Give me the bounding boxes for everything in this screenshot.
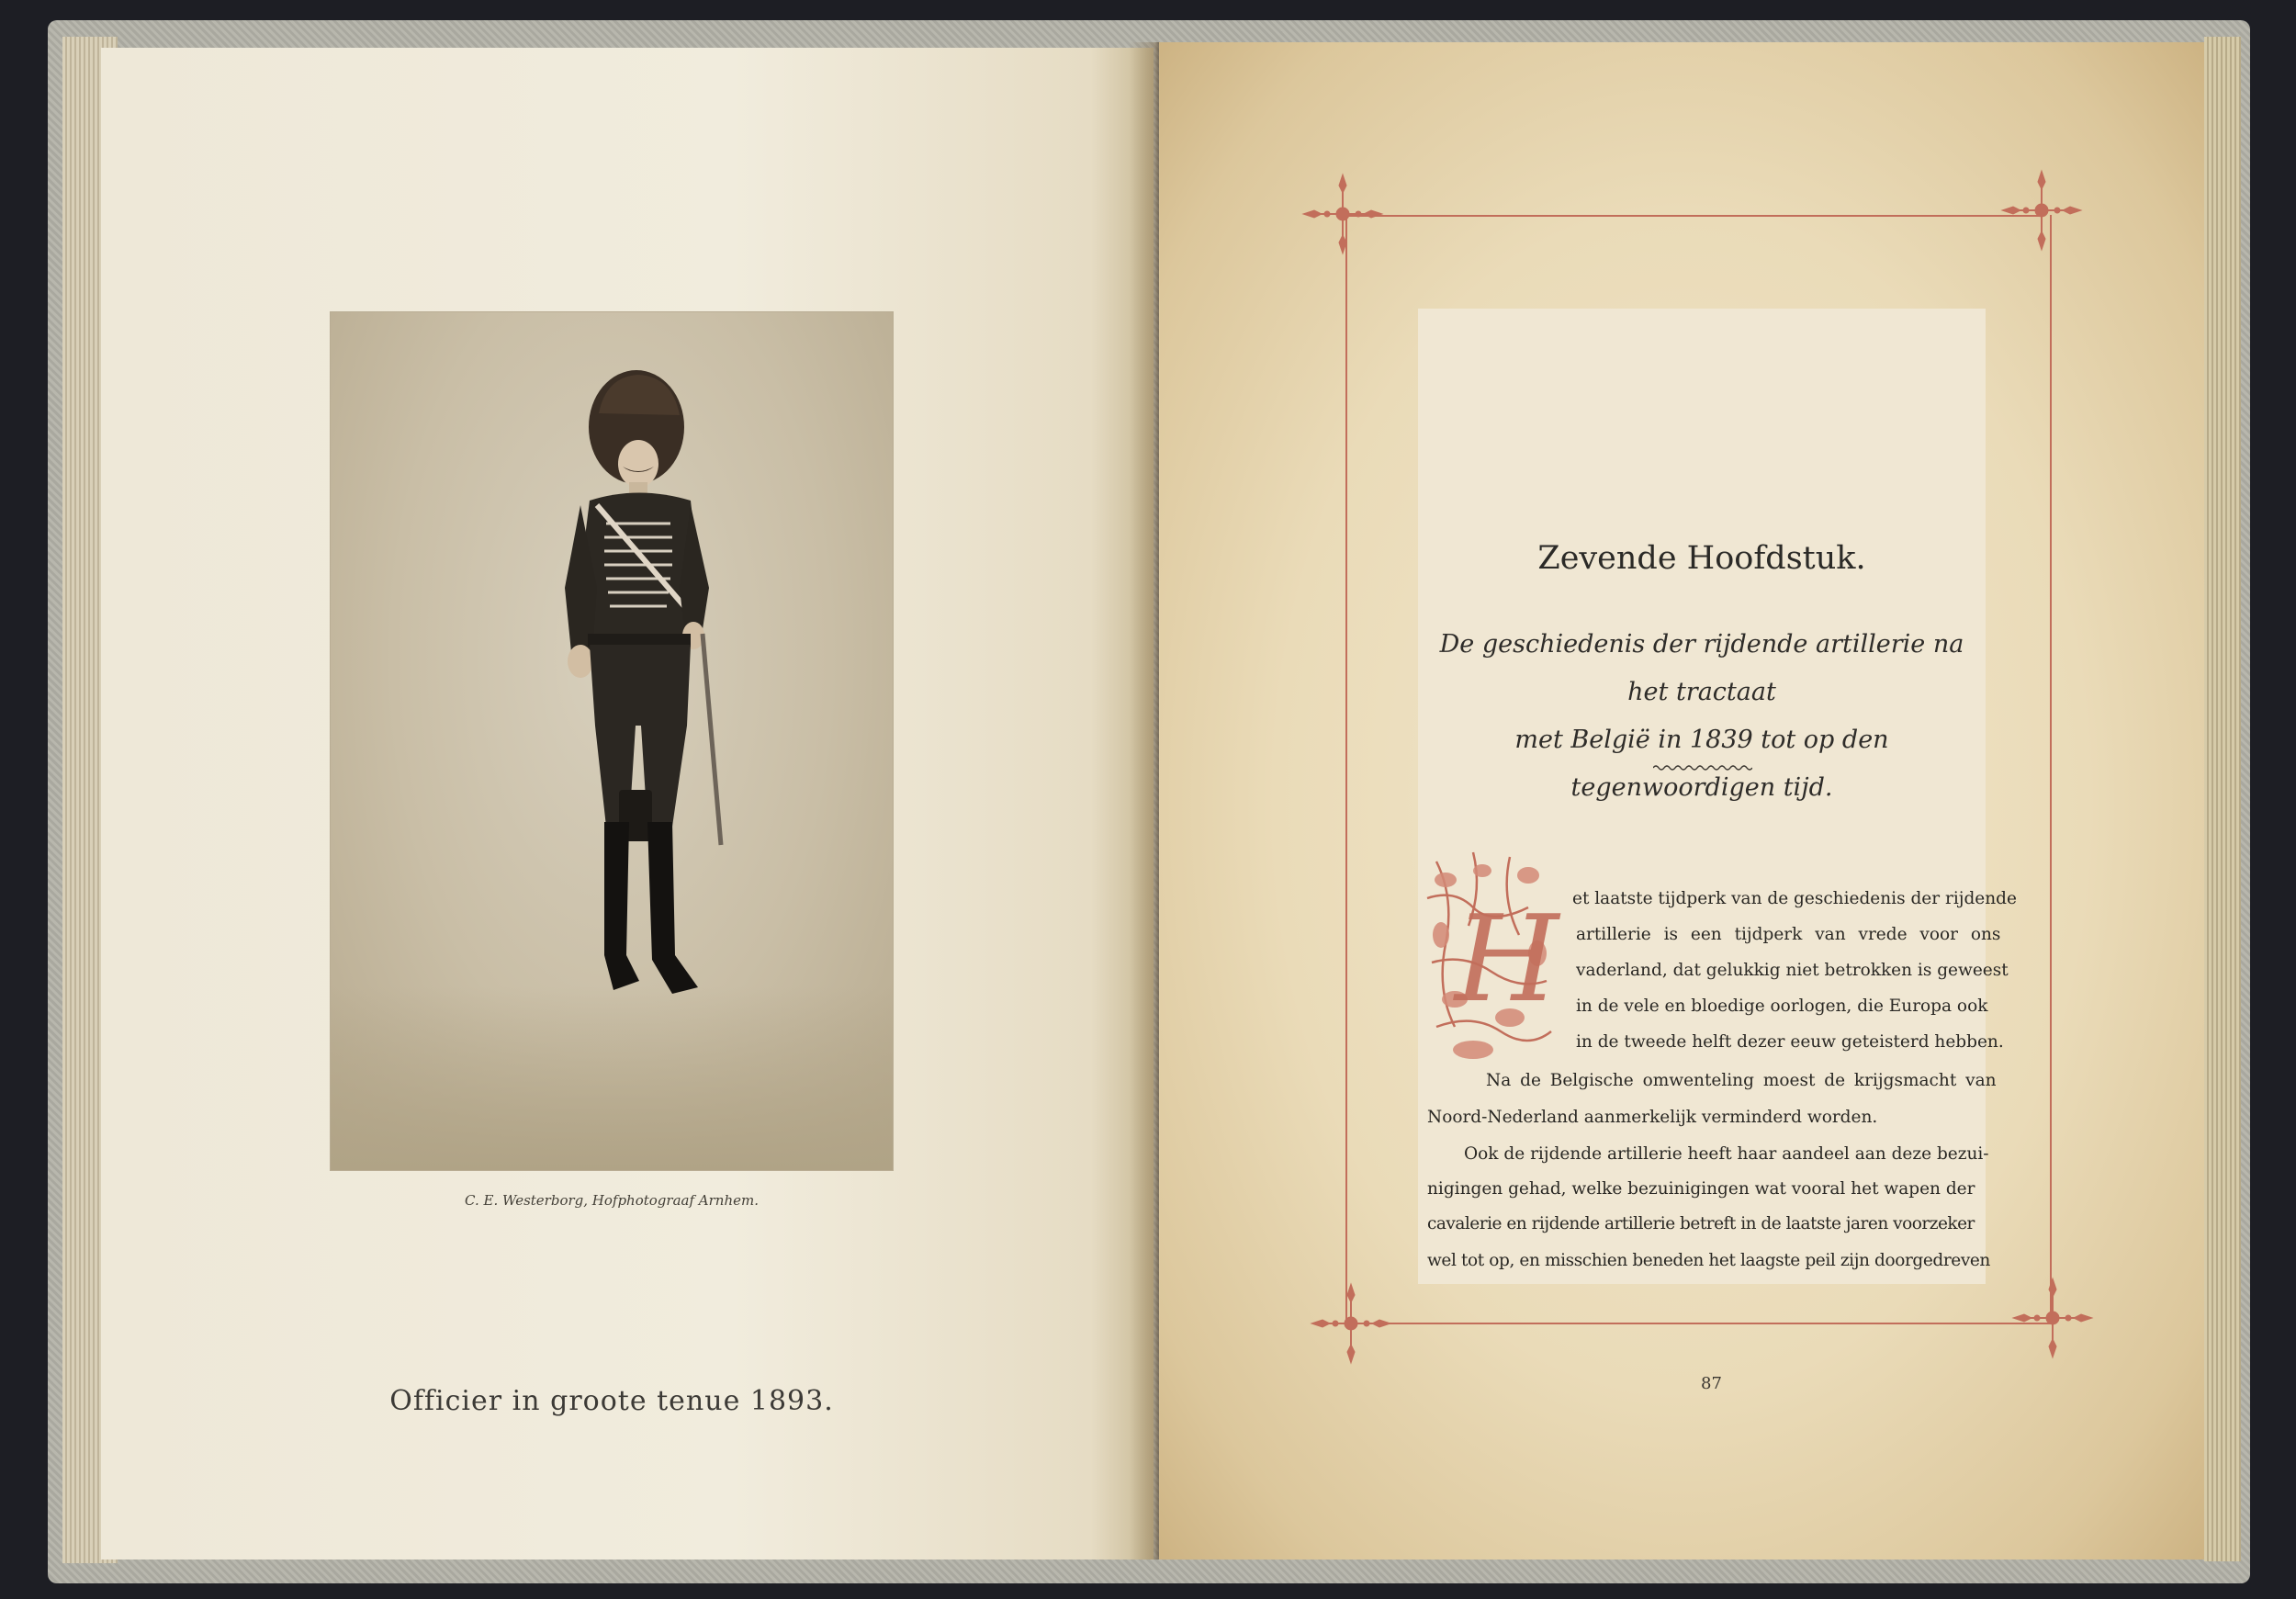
corner-ornament-top-left-icon [1301,173,1384,255]
frame-bottom-line [1348,1323,2054,1324]
page-edges-right [2204,37,2241,1561]
frame-left-line [1345,215,1347,1323]
subtitle-line-2: met België in 1839 tot op den tegenwoordigen tijd. [1514,726,1889,802]
body-line-1: et laatste tijdperk van de geschiedenis der rijdende [1572,889,2017,908]
corner-ornament-bottom-left-icon [1310,1282,1392,1365]
body-line-10: cavalerie en rijdende artillerie betreft in de laatste jaren voorzeker [1427,1214,1975,1233]
chapter-title: Zevende Hoofdstuk. [1537,540,1866,577]
body-line-5: in de tweede helft dezer eeuw geteisterd hebben. [1576,1032,2004,1052]
body-line-6: Na de Belgische omwenteling moest de krijgsmacht van [1486,1071,1997,1090]
body-line-4: in de vele en bloedige oorlogen, die Europa ook [1576,997,1988,1016]
corner-ornament-top-right-icon [2000,169,2083,252]
page-number: 87 [1701,1374,1722,1393]
body-line-11: wel tot op, en misschien beneden het laagste peil zijn doorgedreven [1427,1251,1990,1270]
plate-title: Officier in groote tenue 1893. [389,1385,834,1417]
officer-figure-illustration [331,312,893,1170]
drop-cap-letter: H [1455,889,1559,1029]
body-line-7: Noord-Nederland aanmerkelijk verminderd worden. [1427,1108,1878,1127]
frame-right-line [2050,215,2052,1323]
corner-ornament-bottom-right-icon [2011,1277,2094,1359]
photo-credit: C. E. Westerborg, Hofphotograaf Arnhem. [465,1192,759,1209]
subtitle-line-1: De geschiedenis der rijdende artillerie na het tractaat [1439,630,1964,706]
decorated-initial [1418,843,1559,1067]
body-line-8: Ook de rijdende artillerie heeft haar aandeel aan deze bezui- [1464,1144,1989,1164]
officer-photograph [331,312,893,1170]
body-line-3: vaderland, dat gelukkig niet betrokken is geweest [1576,961,2009,980]
body-line-9: nigingen gehad, welke bezuinigingen wat vooral het wapen der [1427,1179,1975,1199]
body-line-2: artillerie is een tijdperk van vrede voor ons [1576,925,2001,944]
wavy-rule-icon [1653,764,1752,771]
chapter-subtitle [1418,621,1986,812]
frame-top-line [1343,215,2041,217]
